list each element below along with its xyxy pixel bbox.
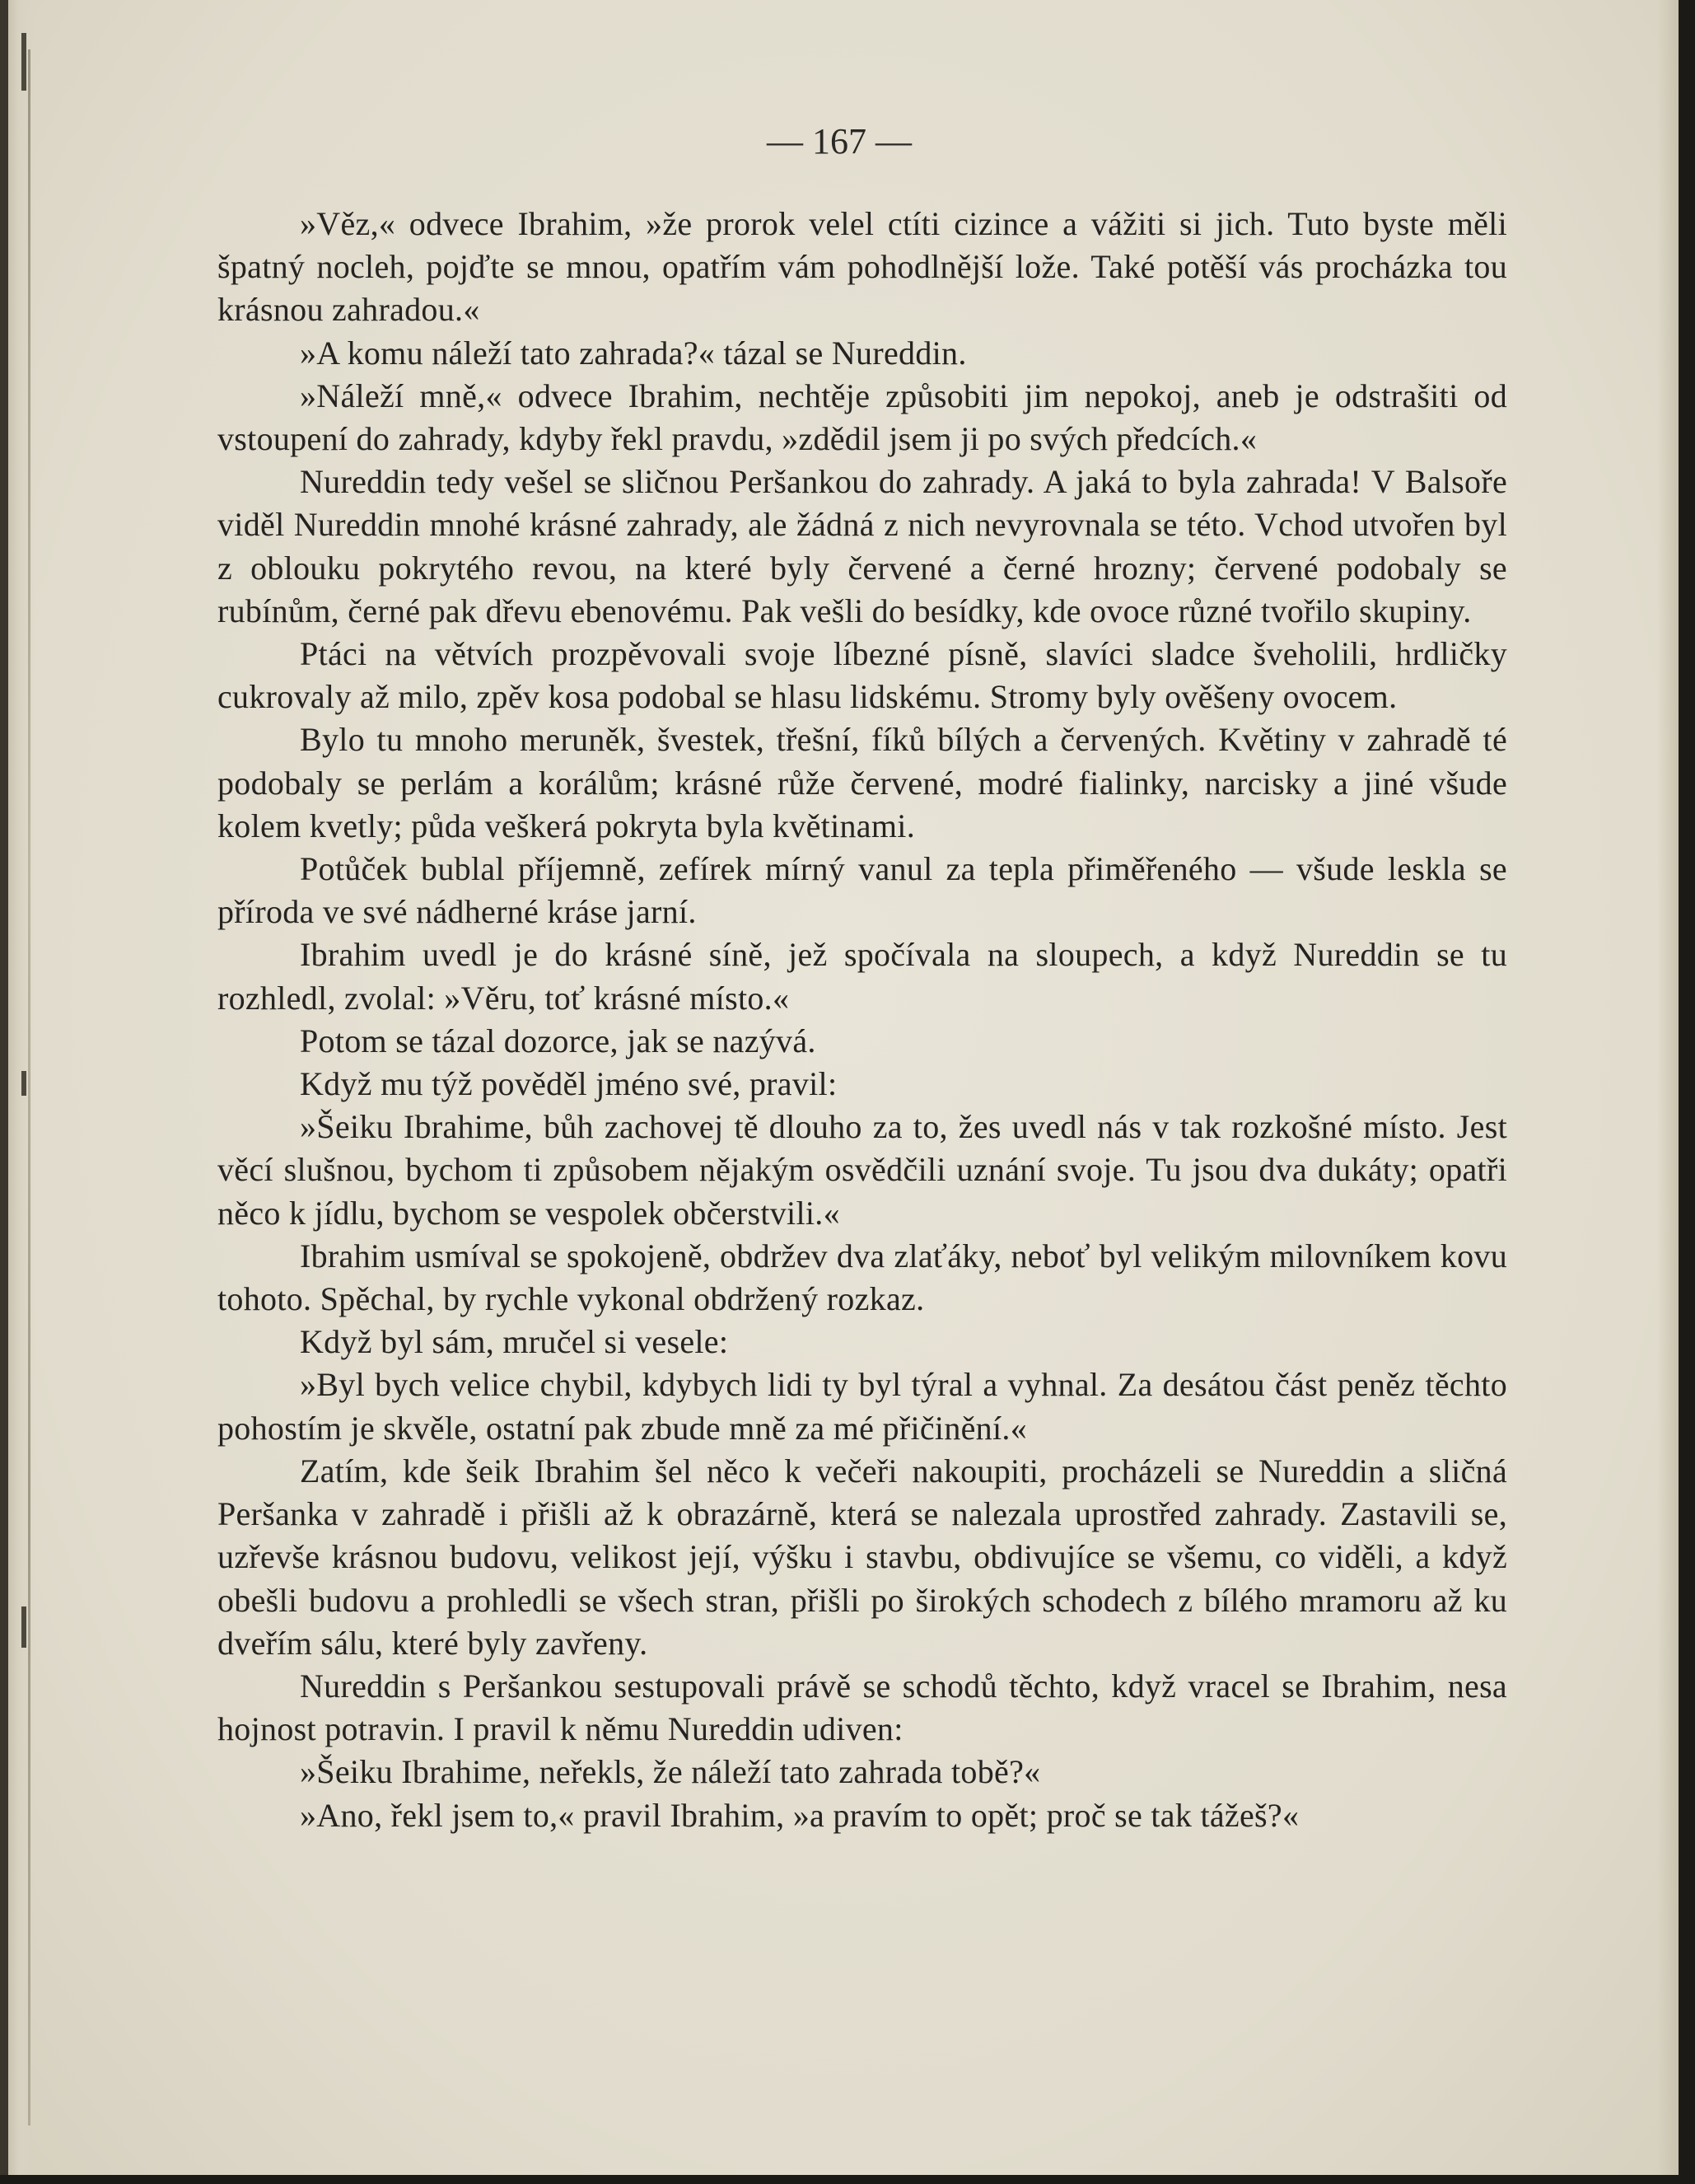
paragraph: Zatím, kde šeik Ibrahim šel něco k večeři nakoupiti, procházeli se Nureddin a sličná Peršanka v zahradě i přišli až k obrazárně, která se nalezala uprostřed zahrady. Zastavili se, uzřevše krásnou budovu, velikost její, výšku i stavbu, obdivujíce se všemu, co viděli, a když obešli budovu a prohledli se všech stran, přišli po širokých schodech z bílého mramoru až ku dveřím sálu, které byly zavřeny. <box>217 1452 1507 1662</box>
paragraph: Nureddin s Peršankou sestupovali právě se schodů těchto, když vracel se Ibrahim, nesa hojnost potravin. I pravil k němu Nureddin udiven: <box>217 1667 1507 1748</box>
binding-mark-lower <box>21 1606 26 1648</box>
paragraph: »Náleží mně,« odvece Ibrahim, nechtěje způsobiti jim nepokoj, aneb je odstrašiti od vstoupení do zahrady, kdyby řekl pravdu, »zdědil jsem ji po svých předcích.« <box>217 376 1507 458</box>
paragraph: Nureddin tedy vešel se sličnou Peršankou do zahrady. A jaká to byla zahrada! V Balsoře viděl Nureddin mnohé krásné zahrady, ale žádná z nich nevyrovnala se této. Vchod utvořen byl z oblouku pokrytého revou, na které byly červené a černé hrozny; červené podobaly se rubínům, černé pak dřevu ebenovému. Pak vešli do besídky, kde ovoce různé tvořilo skupiny. <box>217 463 1507 629</box>
paragraph: Ibrahim usmíval se spokojeně, obdržev dva zlaťáky, neboť byl velikým milovníkem kovu tohoto. Spěchal, by rychle vykonal obdržený rozkaz. <box>217 1237 1507 1318</box>
paragraph: »Šeiku Ibrahime, bůh zachovej tě dlouho za to, žes uvedl nás v tak rozkošné místo. Jest věcí slušnou, bychom ti způsobem nějakým osvědčili uznání svoje. Tu jsou dva dukáty; opatři něco k jídlu, bychom se vespolek občerstvili.« <box>217 1108 1507 1232</box>
page-binding-line <box>28 49 30 2126</box>
binding-mark-middle <box>21 1071 26 1096</box>
paragraph: Když byl sám, mručel si vesele: <box>300 1323 729 1361</box>
binding-mark-top <box>21 33 26 91</box>
paragraph: Ptáci na větvích prozpěvovali svoje líbezné písně, slavíci sladce šveholili, hrdličky cukrovaly až milo, zpěv kosa podobal se hlasu lidskému. Stromy byly ověšeny ovocem. <box>217 635 1507 716</box>
paragraph: Potůček bublal příjemně, zefírek mírný vanul za tepla přiměřeného — všude leskla se příroda ve své nádherné kráse jarní. <box>217 850 1507 931</box>
paragraph: »A komu náleží tato zahrada?« tázal se Nureddin. <box>300 334 967 372</box>
paragraph: »Ano, řekl jsem to,« pravil Ibrahim, »a pravím to opět; proč se tak tážeš?« <box>300 1796 1300 1834</box>
page-number: — 167 — <box>767 121 912 161</box>
paragraph: »Byl bych velice chybil, kdybych lidi ty byl týral a vyhnal. Za desátou část peněz těchto pohostím je skvěle, ostatní pak zbude mně za mé přičinění.« <box>217 1366 1507 1447</box>
page-binding-shadow <box>0 0 8 2175</box>
body-text <box>217 203 1507 1837</box>
page-right-edge <box>1657 0 1679 2175</box>
paragraph: Potom se tázal dozorce, jak se nazývá. <box>300 1022 816 1059</box>
paragraph: Ibrahim uvedl je do krásné síně, jež spočívala na sloupech, a když Nureddin se tu rozhledl, zvolal: »Věru, toť krásné místo.« <box>217 936 1507 1017</box>
paragraph: Když mu týž pověděl jméno své, pravil: <box>300 1065 838 1103</box>
paragraph: »Šeiku Ibrahime, neřekls, že náleží tato zahrada tobě?« <box>300 1753 1041 1791</box>
paragraph: »Věz,« odvece Ibrahim, »že prorok velel ctíti cizince a vážiti si jich. Tuto byste měli špatný nocleh, pojďte se mnou, opatřím vám pohodlnější lože. Také potěší vás procházka tou krásnou zahradou.« <box>217 205 1507 329</box>
paragraph: Bylo tu mnoho meruněk, švestek, třešní, fíků bílých a červených. Květiny v zahradě té podobaly se perlám a korálům; krásné růže červené, modré fialinky, narcisky a jiné všude kolem kvetly; půda veškerá pokryta byla květinami. <box>217 721 1507 844</box>
